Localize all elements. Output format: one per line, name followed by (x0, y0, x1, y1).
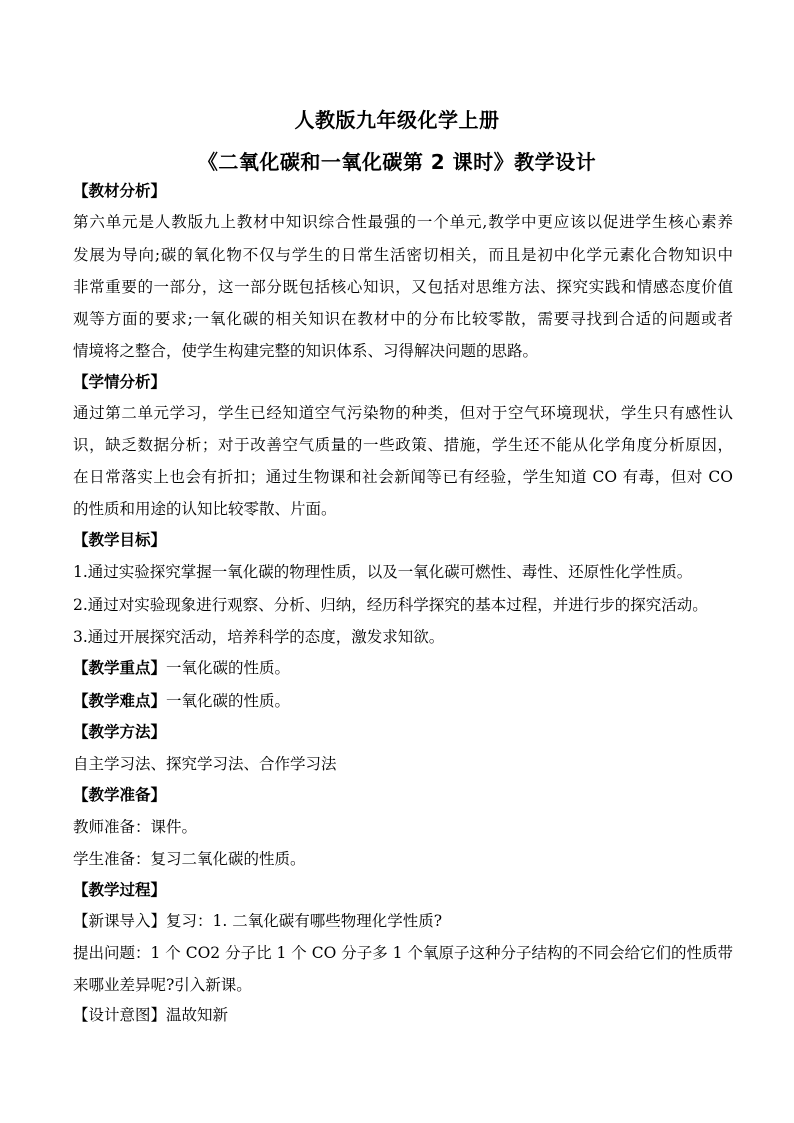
teacher-preparation: 教师准备：课件。 (73, 818, 198, 836)
section-heading-methods: 【教学方法】 (73, 723, 167, 741)
objective-item-1: 1.通过实验探究掌握一氧化碳的物理性质，以及一氧化碳可燃性、毒性、还原性化学性质。 (73, 563, 693, 581)
document-title: 人教版九年级化学上册 (294, 108, 500, 132)
intro-label: 【新课导入】 (73, 912, 167, 930)
objective-item-2: 2.通过对实验现象进行观察、分析、归纳，经历科学探究的基本过程，并进行步的探究活动。 (73, 596, 708, 614)
section-heading-process: 【教学过程】 (73, 881, 167, 899)
objective-item-3: 3.通过开展探究活动，培养科学的态度，激发求知欲。 (73, 628, 445, 646)
section-heading-difficulty: 【教学难点】 (73, 692, 167, 710)
difficulty-text: 一氧化碳的性质。 (166, 692, 291, 710)
design-intent-row (73, 1004, 733, 1026)
methods-text: 自主学习法、探究学习法、合作学习法 (73, 755, 337, 773)
paragraph-line: 观等方面的要求;一氧化碳的相关知识在教材中的分布比较零散，需要寻找到合适的问题或者 (73, 310, 733, 328)
section-heading-preparation: 【教学准备】 (73, 786, 167, 804)
design-intent-text: 温故知新 (166, 1006, 229, 1024)
key-point-row (73, 657, 733, 679)
section-heading-objectives: 【教学目标】 (73, 531, 167, 549)
paragraph-line: 通过第二单元学习，学生已经知道空气污染物的种类，但对于空气环境现状，学生只有感性认 (73, 404, 733, 422)
paragraph-line: 第六单元是人教版九上教材中知识综合性最强的一个单元,教学中更应该以促进学生核心素养 (73, 213, 733, 231)
paragraph-line: 情境将之整合，使学生构建完整的知识体系、习得解决问题的思路。 (73, 342, 539, 360)
design-intent-label: 【设计意图】 (73, 1006, 167, 1024)
key-point-text: 一氧化碳的性质。 (166, 659, 291, 677)
paragraph-line: 来哪业差异呢?引入新课。 (73, 976, 252, 994)
difficulty-row (73, 690, 733, 712)
section-heading-textbook-analysis: 【教材分析】 (73, 182, 167, 200)
document-subtitle: 《二氧化碳和一氧化碳第 2 课时》教学设计 (197, 150, 597, 174)
intro-text: 复习：1. 二氧化碳有哪些物理化学性质? (166, 912, 443, 930)
paragraph-line: 在日常落实上也会有折扣；通过生物课和社会新闻等已有经验，学生知道 CO 有毒，但对 CO (73, 468, 733, 486)
student-preparation: 学生准备：复习二氧化碳的性质。 (73, 850, 306, 868)
paragraph-line: 识，缺乏数据分析；对于改善空气质量的一些政策、措施，学生还不能从化学角度分析原因， (73, 436, 733, 454)
paragraph-line: 提出问题：1 个 CO2 分子比 1 个 CO 分子多 1 个氧原子这种分子结构的不同会给它们的性质带 (73, 944, 733, 962)
section-heading-student-analysis: 【学情分析】 (73, 373, 167, 391)
paragraph-line: 的性质和用途的认知比较零散、片面。 (73, 500, 337, 518)
paragraph-line: 发展为导向;碳的氧化物不仅与学生的日常生活密切相关，而且是初中化学元素化合物知识中 (73, 246, 733, 264)
paragraph-line: 非常重要的一部分，这一部分既包括核心知识，又包括对思维方法、探究实践和情感态度价值 (73, 278, 733, 296)
intro-row (73, 910, 733, 932)
section-heading-key-point: 【教学重点】 (73, 659, 167, 677)
